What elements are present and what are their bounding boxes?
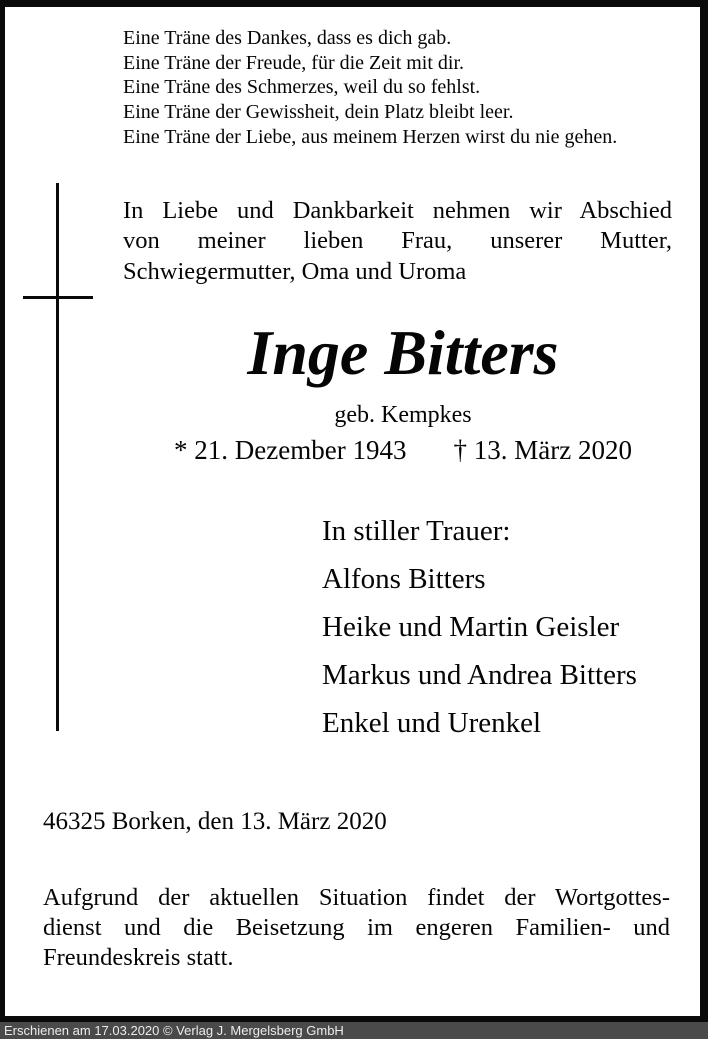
birth-date: * 21. Dezember 1943 xyxy=(174,435,407,465)
notice-line: Freundeskreis statt. xyxy=(43,944,234,972)
farewell-text xyxy=(123,196,672,287)
opening-verse xyxy=(123,26,617,150)
mourner-line: Alfons Bitters xyxy=(322,563,486,595)
maiden-name: geb. Kempkes xyxy=(334,402,472,428)
funeral-notice xyxy=(43,883,670,974)
life-dates xyxy=(123,434,683,466)
farewell-line: Schwiegermutter, Oma und Uroma xyxy=(123,257,467,285)
verse-line: Eine Träne der Liebe, aus meinem Herzen wirst du nie gehen. xyxy=(123,125,618,148)
publisher-footer: Erschienen am 17.03.2020 © Verlag J. Mergelsberg GmbH xyxy=(0,1022,708,1039)
mourner-line: Heike und Martin Geisler xyxy=(322,611,620,643)
farewell-line: In Liebe und Dankbarkeit nehmen wir Abschied xyxy=(123,197,672,224)
death-date: † 13. März 2020 xyxy=(453,435,632,465)
mourner-line: Markus und Andrea Bitters xyxy=(322,659,637,691)
cross-vertical-bar xyxy=(56,183,59,731)
notice-line: Aufgrund der aktuellen Situation findet der Wortgottes- xyxy=(43,884,670,911)
notice-line: dienst und die Beisetzung im engeren Familien- und xyxy=(43,914,670,942)
place-date-line: 46325 Borken, den 13. März 2020 xyxy=(43,808,387,835)
farewell-line: von meiner lieben Frau, unserer Mutter, xyxy=(123,227,672,255)
verse-line: Eine Träne der Freude, für die Zeit mit dir. xyxy=(123,51,465,74)
mourners-list xyxy=(322,507,637,747)
verse-line: Eine Träne der Gewissheit, dein Platz bleibt leer. xyxy=(123,101,514,124)
verse-line: Eine Träne des Schmerzes, weil du so fehlst. xyxy=(123,76,481,99)
mourner-line: Enkel und Urenkel xyxy=(322,707,542,739)
mourning-heading: In stiller Trauer: xyxy=(322,515,511,547)
deceased-name: Inge Bitters xyxy=(247,317,559,388)
verse-line: Eine Träne des Dankes, dass es dich gab. xyxy=(123,27,452,49)
cross-horizontal-bar xyxy=(23,296,93,299)
